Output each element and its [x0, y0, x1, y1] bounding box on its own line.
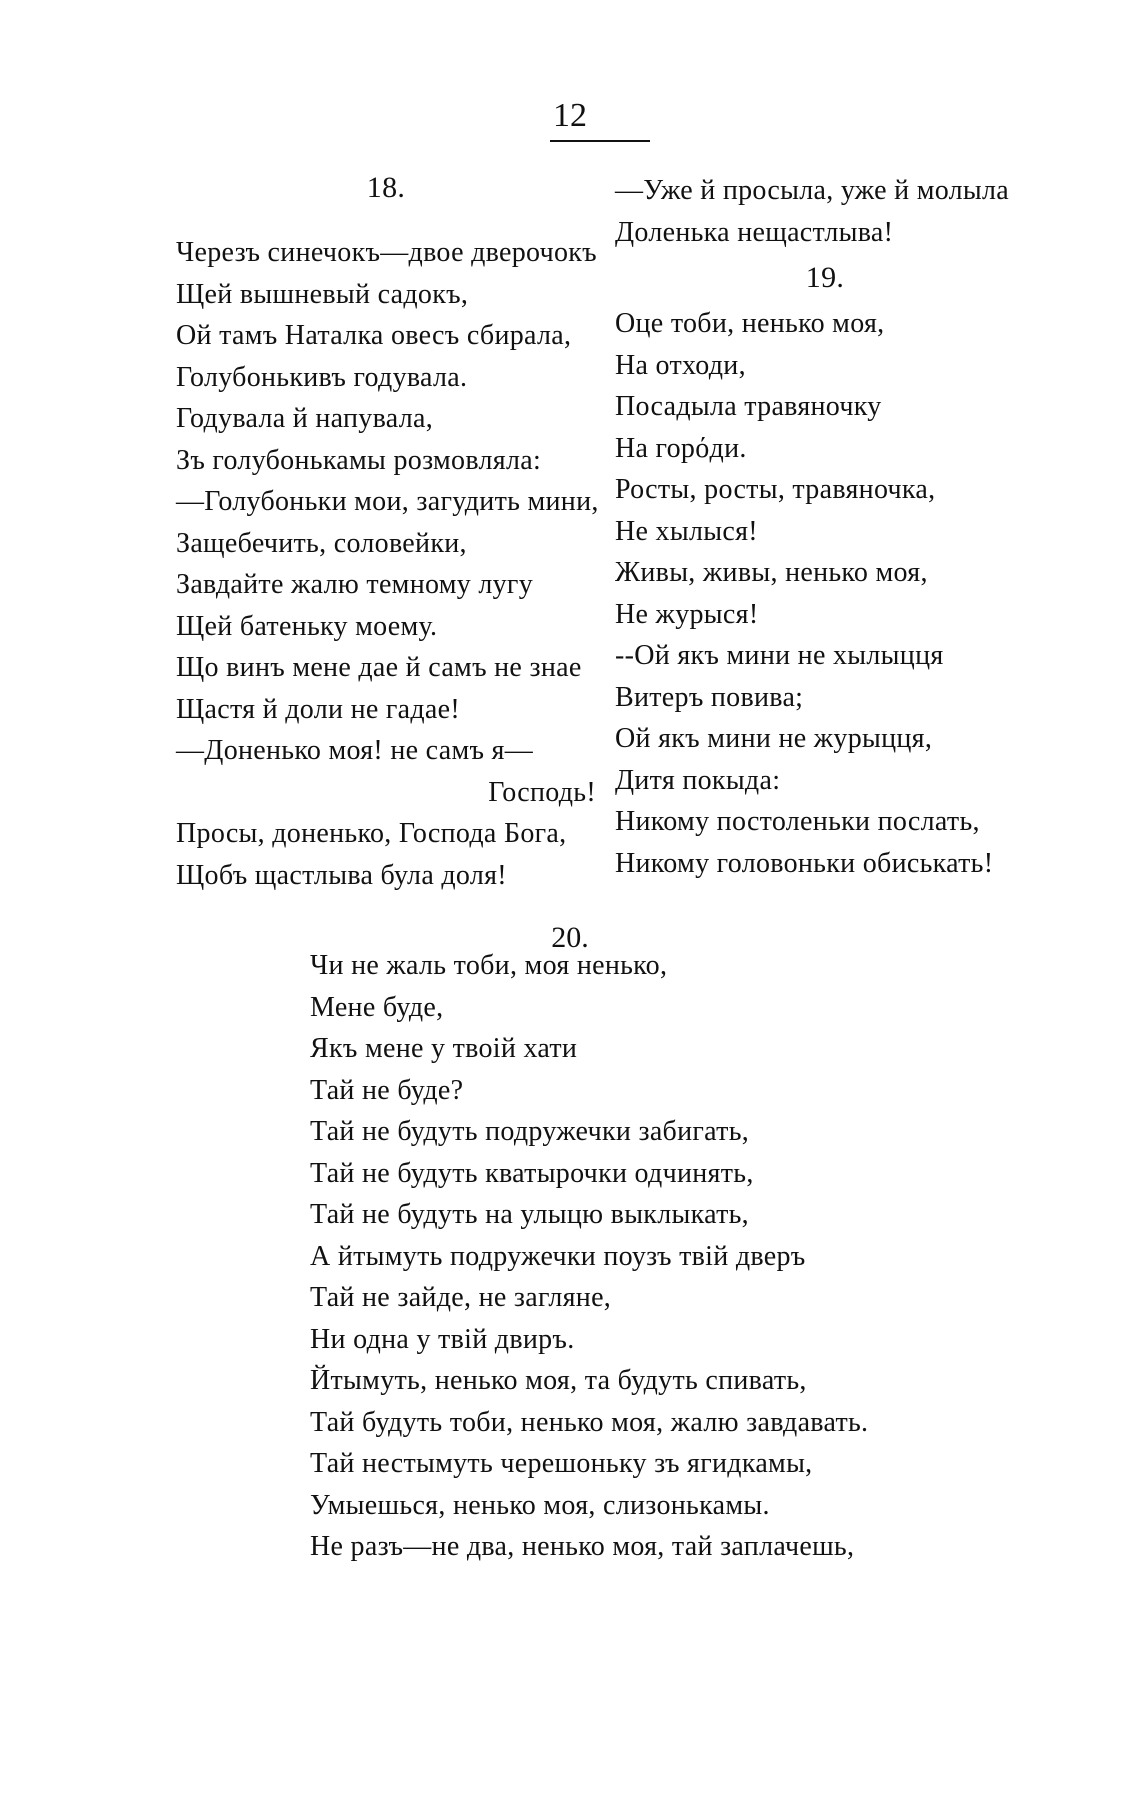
poem-20-heading: 20. [551, 921, 589, 954]
poem-line: Черезъ синечокъ—двое дверочокъ [176, 237, 597, 268]
poem-line: Годувала й напувала, [176, 403, 434, 434]
poem-line: Дитя покыда: [615, 764, 781, 796]
poem-line: Чи не жаль тоби, моя ненько, [310, 950, 668, 981]
poem-line: Мене буде, [310, 991, 444, 1023]
poem-line: —Уже й просыла, уже й молыла [615, 175, 1010, 206]
poem-line: Не журыся! [615, 598, 759, 630]
poem-line: Голубонькивъ годувала. [176, 361, 468, 393]
poem-line: Ой тамъ Наталка овесъ сбирала, [176, 320, 572, 351]
poem-line: Щей батеньку моему. [176, 610, 438, 642]
poem-line: Никому головоньки обиськать! [615, 847, 994, 879]
poem-line: Щастя й доли не гадае! [176, 693, 461, 725]
poem-line: Тай не будуть подружечки забигать, [310, 1116, 750, 1147]
page-number-rule [550, 140, 650, 142]
page-number: 12 [553, 97, 587, 134]
poem-20-column [310, 945, 950, 1568]
poem-line: Тай будуть тоби, ненько моя, жалю завдавать. [310, 1406, 869, 1438]
poem-line: Ни одна у твій двиръ. [310, 1323, 575, 1355]
poem-line: На горόди. [615, 432, 747, 464]
poem-line: Йтымуть, ненько моя, та будуть спивать, [310, 1365, 807, 1396]
poem-line: Защебечить, соловейки, [176, 527, 467, 559]
poem-line: Щей вышневый садокъ, [176, 278, 469, 310]
poem-line: Якъ мене у твоій хати [310, 1033, 578, 1064]
poem-line-runover: Господь! [488, 776, 596, 808]
poem-line: Зъ голубонькамы розмовляла: [176, 444, 542, 476]
poem-18-column [176, 170, 599, 896]
poem-line: Витеръ повива; [615, 681, 804, 713]
poem-line: Тай нестымуть черешоньку зъ ягидкамы, [310, 1448, 813, 1479]
poem-line: —Голубоньки мои, загудить мини, [176, 486, 599, 517]
poem-line: Тай не будуть кватырочки одчинять, [310, 1157, 754, 1189]
poem-line: Доленька нещастлыва! [615, 216, 894, 248]
poem-line: Тай не буде? [310, 1074, 464, 1106]
poem-line: —Доненько моя! не самъ я— [176, 735, 534, 766]
poem-line: Завдайте жалю темному лугу [176, 569, 534, 600]
poem-line: Тай не будуть на улыцю выклыкать, [310, 1199, 749, 1230]
poem-line: --Ой якъ мини не хылыцця [615, 640, 944, 671]
poem-line: На отходи, [615, 349, 746, 381]
poem-line: Росты, росты, травяночка, [615, 474, 936, 505]
poem-line: Просы, доненько, Господа Бога, [176, 818, 567, 849]
poem-line: Умыешься, ненько моя, слизонькамы. [310, 1489, 770, 1521]
poem-line: А йтымуть подружечки поузъ твій дверъ [310, 1240, 806, 1272]
poem-line: Оце тоби, ненько моя, [615, 308, 885, 339]
poem-line: Ой якъ мини не журыцця, [615, 723, 933, 754]
poem-line: Не хылыся! [615, 515, 758, 547]
poem-18-heading: 18. [366, 171, 406, 204]
poem-line: Тай не зайде, не загляне, [310, 1282, 612, 1313]
poem-19-heading: 19. [805, 261, 845, 294]
poem-line: Живы, живы, ненько моя, [615, 557, 928, 588]
poem-line: Що винъ мене дае й самъ не знае [176, 652, 582, 683]
poem-line: Посадыла травяночку [615, 391, 882, 422]
poem-line: Никому постоленьки послать, [615, 806, 980, 837]
poem-line: Щобъ щастлыва була доля! [176, 859, 507, 891]
poem-line: Не разъ—не два, ненько моя, тай заплачешь, [310, 1531, 855, 1562]
poem-19-column [615, 170, 1035, 884]
